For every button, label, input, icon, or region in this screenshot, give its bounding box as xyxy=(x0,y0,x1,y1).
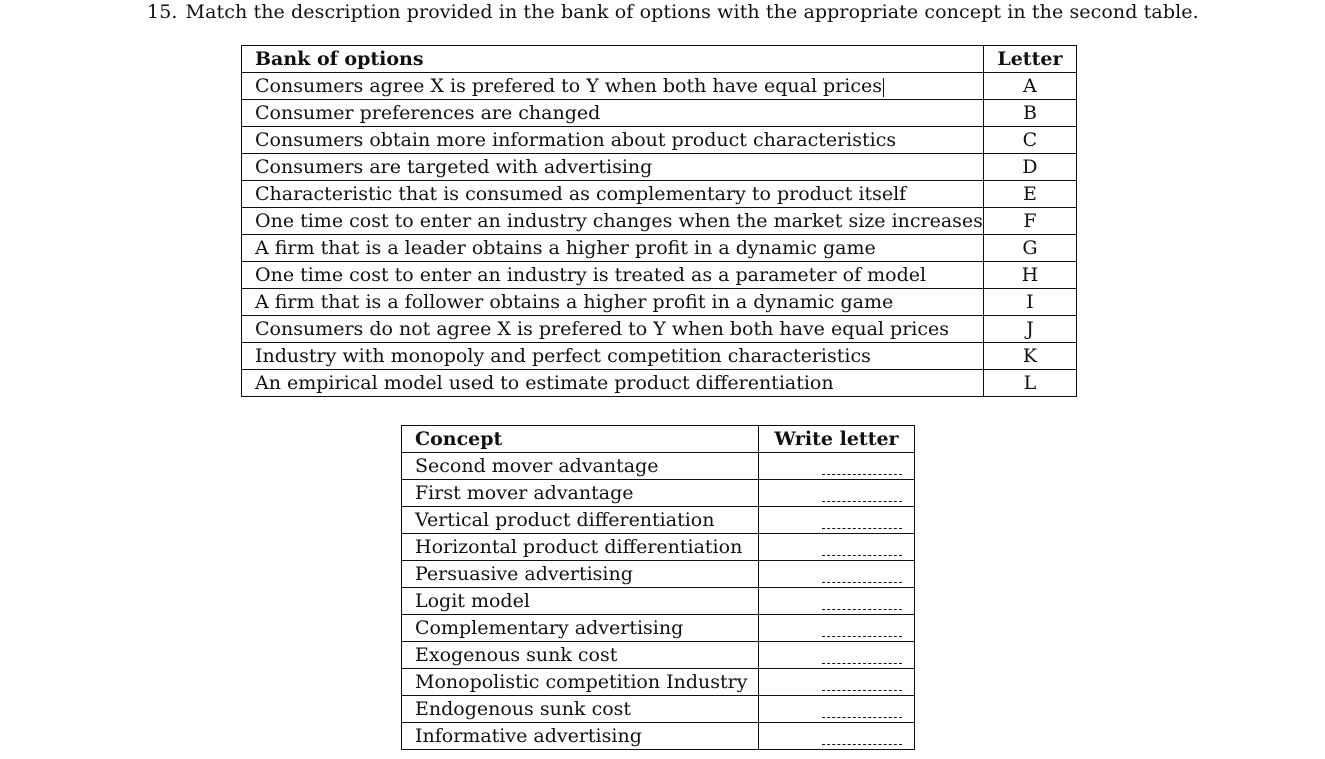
table-row xyxy=(242,316,1077,343)
option-description-text: Industry with monopoly and perfect competition characteristics xyxy=(255,345,871,367)
table-row xyxy=(402,507,915,534)
option-description xyxy=(242,316,984,343)
table-row xyxy=(242,100,1077,127)
table-row xyxy=(402,696,915,723)
option-description-text: One time cost to enter an industry changes when the market size increases xyxy=(255,210,983,232)
write-letter-cell[interactable] xyxy=(759,507,915,534)
concept-header-write-letter: Write letter xyxy=(759,426,915,453)
bank-table-body xyxy=(242,73,1077,397)
option-description-text: Consumer preferences are changed xyxy=(255,102,601,124)
answer-blank[interactable] xyxy=(822,622,902,637)
concept-table-body xyxy=(402,453,915,750)
write-letter-cell[interactable] xyxy=(759,615,915,642)
table-row xyxy=(402,642,915,669)
concept-name: Endogenous sunk cost xyxy=(402,696,759,723)
option-letter: A xyxy=(983,73,1076,100)
option-description-text: An empirical model used to estimate product differentiation xyxy=(255,372,834,394)
concept-header-row xyxy=(402,426,915,453)
option-letter: E xyxy=(983,181,1076,208)
answer-blank[interactable] xyxy=(822,649,902,664)
question-text: Match the description provided in the bank of options with the appropriate concept in the second table. xyxy=(185,1,1199,23)
answer-blank[interactable] xyxy=(822,676,902,691)
option-letter: D xyxy=(983,154,1076,181)
option-letter: C xyxy=(983,127,1076,154)
table-row xyxy=(242,73,1077,100)
concept-name: Informative advertising xyxy=(402,723,759,750)
option-letter: K xyxy=(983,343,1076,370)
option-description xyxy=(242,100,984,127)
table-row xyxy=(242,208,1077,235)
answer-blank[interactable] xyxy=(822,460,902,475)
write-letter-cell[interactable] xyxy=(759,642,915,669)
question-number: 15. xyxy=(147,1,178,23)
bank-header-row xyxy=(242,46,1077,73)
option-letter: G xyxy=(983,235,1076,262)
option-description-text: Consumers do not agree X is prefered to Y when both have equal prices xyxy=(255,318,950,340)
answer-blank[interactable] xyxy=(822,730,902,745)
option-letter: F xyxy=(983,208,1076,235)
write-letter-cell[interactable] xyxy=(759,534,915,561)
option-description xyxy=(242,370,984,397)
answer-blank[interactable] xyxy=(822,487,902,502)
option-description xyxy=(242,235,984,262)
answer-blank[interactable] xyxy=(822,514,902,529)
write-letter-cell[interactable] xyxy=(759,561,915,588)
option-description-text: One time cost to enter an industry is treated as a parameter of model xyxy=(255,264,927,286)
concept-name: Vertical product differentiation xyxy=(402,507,759,534)
answer-blank[interactable] xyxy=(822,703,902,718)
option-letter: J xyxy=(983,316,1076,343)
option-description xyxy=(242,208,984,235)
table-row xyxy=(242,343,1077,370)
option-description xyxy=(242,289,984,316)
option-description xyxy=(242,181,984,208)
option-description xyxy=(242,73,984,100)
option-letter: L xyxy=(983,370,1076,397)
concept-name: Monopolistic competition Industry xyxy=(402,669,759,696)
option-description-text: A firm that is a follower obtains a higher profit in a dynamic game xyxy=(255,291,894,313)
option-description xyxy=(242,262,984,289)
concept-name: Persuasive advertising xyxy=(402,561,759,588)
table-row xyxy=(402,480,915,507)
option-description-text: Consumers are targeted with advertising xyxy=(255,156,653,178)
table-row xyxy=(402,615,915,642)
table-row xyxy=(242,289,1077,316)
table-row xyxy=(242,154,1077,181)
table-row xyxy=(242,262,1077,289)
concept-name: Second mover advantage xyxy=(402,453,759,480)
question-prompt xyxy=(147,1,1199,23)
option-description-text: A firm that is a leader obtains a higher profit in a dynamic game xyxy=(255,237,876,259)
option-letter: H xyxy=(983,262,1076,289)
table-row xyxy=(402,588,915,615)
concept-header-concept: Concept xyxy=(402,426,759,453)
write-letter-cell[interactable] xyxy=(759,723,915,750)
table-row xyxy=(242,370,1077,397)
concept-name: First mover advantage xyxy=(402,480,759,507)
table-row xyxy=(402,723,915,750)
write-letter-cell[interactable] xyxy=(759,696,915,723)
table-row xyxy=(402,534,915,561)
bank-header-letter: Letter xyxy=(983,46,1076,73)
answer-blank[interactable] xyxy=(822,595,902,610)
table-row xyxy=(402,669,915,696)
option-letter: I xyxy=(983,289,1076,316)
option-description xyxy=(242,127,984,154)
table-row xyxy=(242,235,1077,262)
concept-name: Exogenous sunk cost xyxy=(402,642,759,669)
write-letter-cell[interactable] xyxy=(759,588,915,615)
table-row xyxy=(402,561,915,588)
concept-name: Complementary advertising xyxy=(402,615,759,642)
option-description xyxy=(242,343,984,370)
concept-name: Logit model xyxy=(402,588,759,615)
option-description-text: Consumers agree X is prefered to Y when both have equal prices xyxy=(255,75,883,97)
bank-header-description: Bank of options xyxy=(242,46,984,73)
concept-table xyxy=(401,425,915,750)
option-description-text: Consumers obtain more information about product characteristics xyxy=(255,129,897,151)
table-row xyxy=(402,453,915,480)
answer-blank[interactable] xyxy=(822,568,902,583)
concept-name: Horizontal product differentiation xyxy=(402,534,759,561)
text-cursor xyxy=(883,78,884,97)
write-letter-cell[interactable] xyxy=(759,453,915,480)
table-row xyxy=(242,181,1077,208)
option-description xyxy=(242,154,984,181)
option-description-text: Characteristic that is consumed as complementary to product itself xyxy=(255,183,907,205)
write-letter-cell[interactable] xyxy=(759,480,915,507)
answer-blank[interactable] xyxy=(822,541,902,556)
bank-of-options-table xyxy=(241,45,1077,397)
table-row xyxy=(242,127,1077,154)
option-letter: B xyxy=(983,100,1076,127)
write-letter-cell[interactable] xyxy=(759,669,915,696)
